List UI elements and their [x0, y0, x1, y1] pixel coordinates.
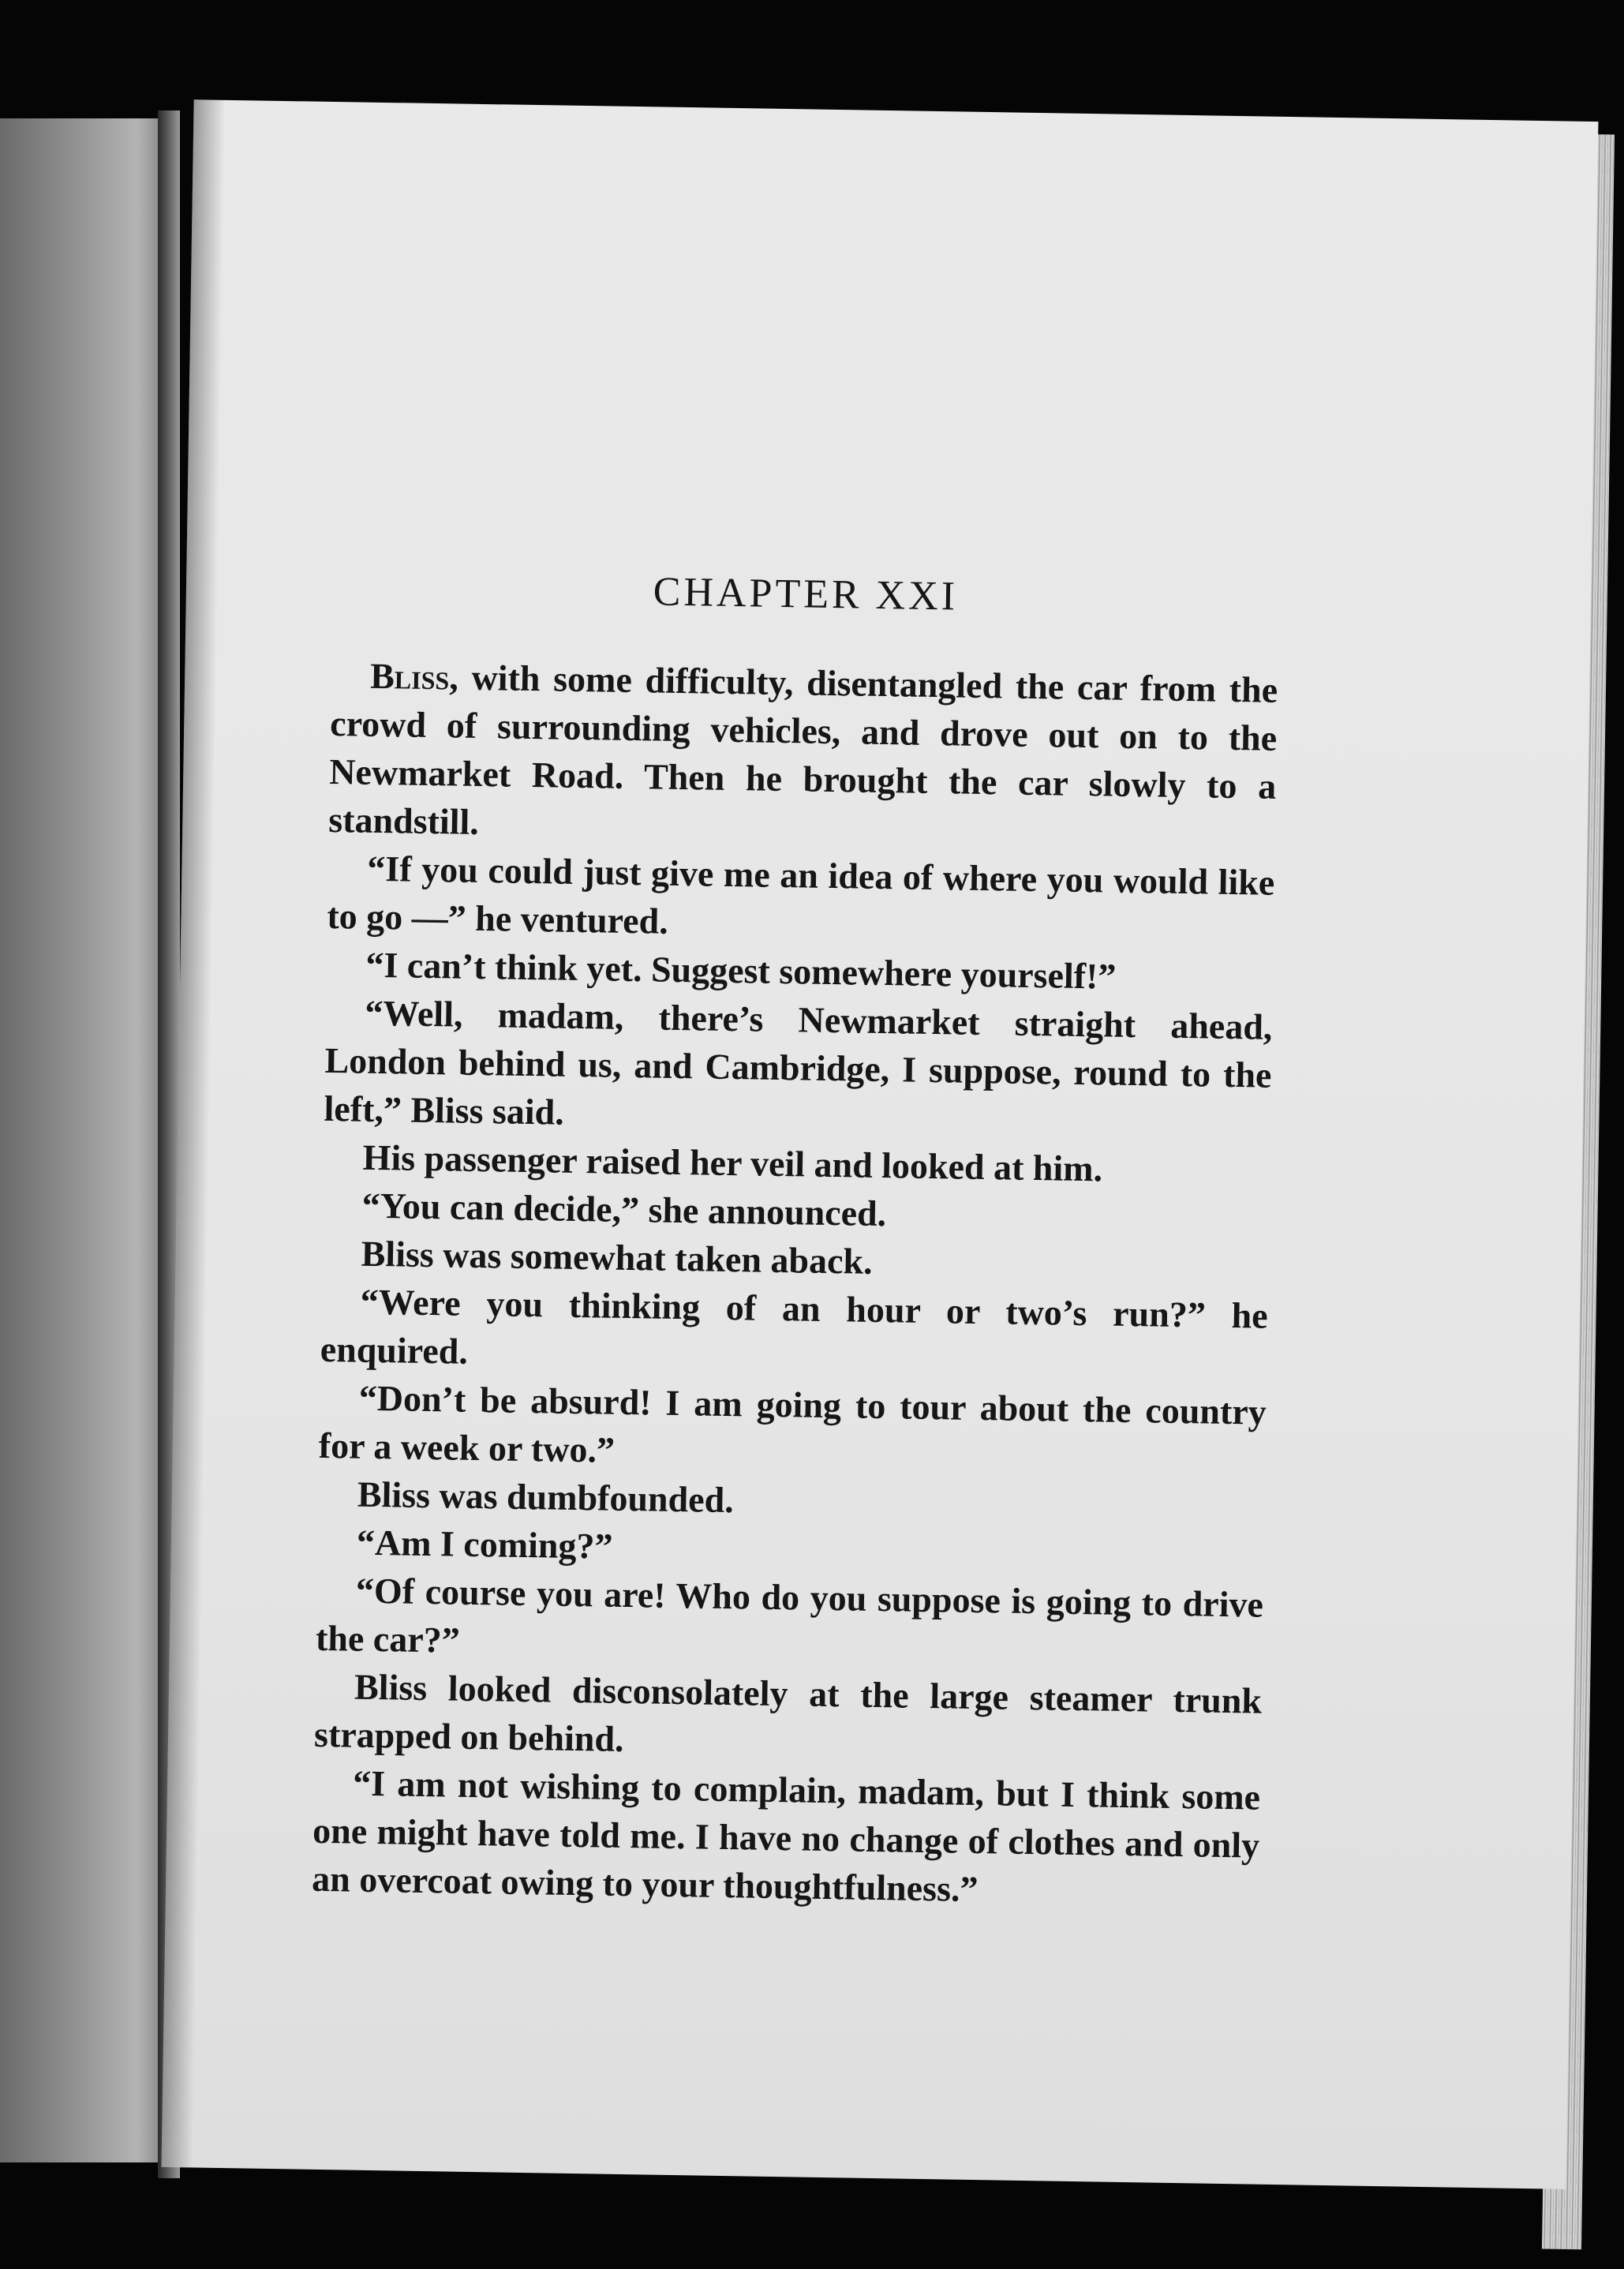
page-text-block: [312, 564, 1280, 1918]
paragraph-5: His passenger raised her veil and looked at him.: [362, 1136, 1103, 1189]
paragraph-11: “Am I coming?”: [356, 1522, 613, 1567]
paragraph-1: [328, 651, 1278, 859]
paragraph-8: “Were you thinking of an hour or two’s run?” he enquired.: [320, 1281, 1269, 1372]
paragraph-14: “I am not wishing to complain, madam, but I think some one might have told me. I have no change of clothes and only an overcoat owing to your thoughtfulness.”: [311, 1762, 1261, 1910]
paragraph-10: Bliss was dumbfounded.: [357, 1473, 735, 1521]
book-page: [162, 99, 1599, 2189]
paragraph-9: “Don’t be absurd! I am going to tour about the country for a week or two.”: [318, 1377, 1267, 1470]
paragraph-12: “Of course you are! Who do you suppose is going to drive the car?”: [315, 1570, 1264, 1661]
paragraph-13: Bliss looked disconsolately at the large steamer trunk strapped on behind.: [313, 1666, 1263, 1759]
paragraph-6: “You can decide,” she announced.: [361, 1185, 887, 1234]
paragraph-4: “Well, madam, there’s Newmarket straight ahead, London behind us, and Cambridge, I suppose, round to the left,” Bliss said.: [324, 992, 1273, 1133]
paragraph-text: , with some difficulty, disentangled the car from the crowd of surrounding vehicles, and drove out on to the Newmarket Road. Then he brought the car slowly to a standstill.: [327, 657, 1278, 842]
chapter-heading: CHAPTER XXI: [653, 569, 959, 620]
drop-lead-word: Bliss: [369, 655, 450, 698]
paragraph-2: “If you could just give me an idea of where you would like to go —” he ventured.: [327, 848, 1275, 942]
paragraph-7: Bliss was somewhat taken aback.: [361, 1233, 873, 1282]
left-page-edge: [0, 118, 162, 2162]
paragraph-3: “I can’t think yet. Suggest somewhere yourself!”: [365, 944, 1117, 997]
